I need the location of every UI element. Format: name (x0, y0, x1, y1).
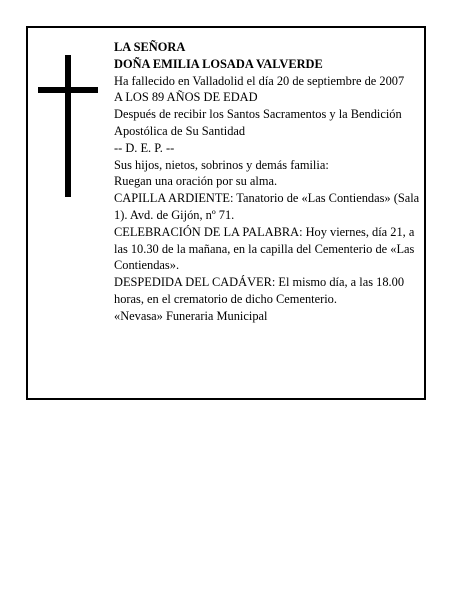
celebration-info: CELEBRACIÓN DE LA PALABRA: Hoy viernes, día 21, a las 10.30 de la mañana, en la capilla del Cementerio de «Las Contiendas». (114, 224, 415, 273)
obituary-notice (26, 26, 426, 400)
funeral-home: «Nevasa» Funeraria Municipal (114, 308, 268, 323)
chapel-info: CAPILLA ARDIENTE: Tanatorio de «Las Contiendas» (Sala 1). Avd. de Gijón, nº 71. (114, 191, 420, 222)
prayer-line: Ruegan una oración por su alma. (114, 174, 278, 189)
deceased-name: DOÑA EMILIA LOSADA VALVERDE (114, 56, 323, 71)
farewell-info: DESPEDIDA DEL CADÁVER: El mismo día, a las 18.00 horas, en el crematorio de dicho Cementerio. (114, 275, 405, 306)
obituary-text (114, 39, 424, 325)
notice-heading: LA SEÑORA (114, 40, 186, 54)
age-line: A LOS 89 AÑOS DE EDAD (114, 90, 258, 105)
death-statement: Ha fallecido en Valladolid el día 20 de septiembre de 2007 (114, 73, 405, 88)
sacraments-line: Después de recibir los Santos Sacramentos y la Bendición Apostólica de Su Santidad (114, 107, 402, 138)
rip-line: -- D. E. P. -- (114, 140, 175, 155)
family-line: Sus hijos, nietos, sobrinos y demás familia: (114, 157, 329, 172)
cross-icon (38, 55, 98, 197)
